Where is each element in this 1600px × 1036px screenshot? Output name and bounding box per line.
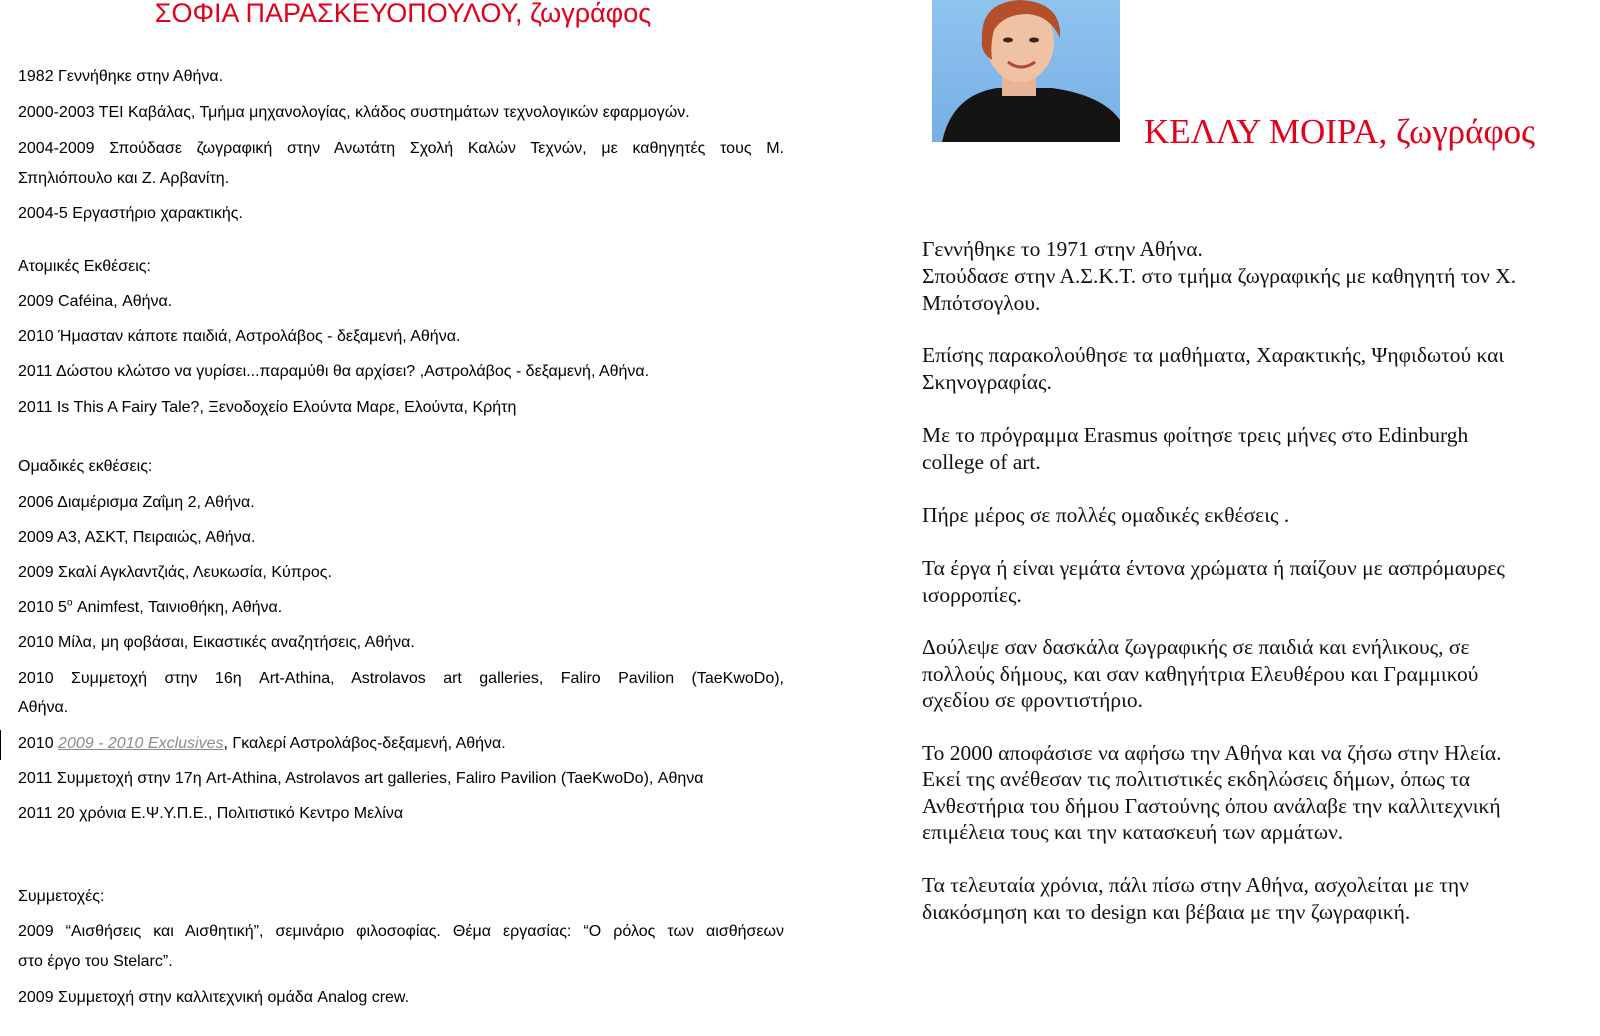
bio-line: Πήρε μέρος σε πολλές ομαδικές εκθέσεις . — [922, 503, 1290, 527]
bio-line: Τα έργα ή είναι γεμάτα έντονα χρώματα ή παίζουν με ασπρόμαυρες — [922, 556, 1505, 580]
bio-line: σχεδίου σε φροντιστήριο. — [922, 688, 1143, 712]
bio-line: Μπότσογλου. — [922, 291, 1041, 315]
group-item: 2006 Διαμέρισμα Ζαΐμη 2, Αθήνα. — [18, 494, 255, 511]
participation-item: 2009 Συμμετοχή στην καλλιτεχνική ομάδα Analog crew. — [18, 989, 410, 1006]
group-item: 2011 Συμμετοχή στην 17η Art-Athina, Astrolavos art galleries, Faliro Pavilion (TaeKwoDo), Αθηνα — [18, 770, 704, 787]
participation-item: στο έργο του Stelarc”. — [18, 953, 173, 970]
solo-item: 2009 Caféina, Αθήνα. — [18, 293, 173, 310]
group-item: 2010 Μίλα, μη φοβάσαι, Εικαστικές αναζητήσεις, Αθήνα. — [18, 634, 415, 651]
group-item: 2009 Σκαλί Αγκλαντζιάς, Λευκωσία, Κύπρος. — [18, 564, 332, 581]
portrait-image — [932, 0, 1120, 142]
bio-line: Τα τελευταία χρόνια, πάλι πίσω στην Αθήνα, ασχολείται με την — [922, 873, 1469, 897]
group-item: 2010 2009 - 2010 Exclusives, Γκαλερί Αστρολάβος-δεξαμενή, Αθήνα. — [18, 735, 506, 752]
participation-heading: Συμμετοχές: — [18, 888, 105, 905]
bio-line: Σπούδασε στην Α.Σ.Κ.Τ. στο τμήμα ζωγραφικής με καθηγητή τον Χ. — [922, 264, 1517, 288]
bio-line: 2004-2009 Σπούδασε ζωγραφική στην Ανωτάτη Σχολή Καλών Τεχνών, με καθηγητές τους Μ. — [18, 140, 784, 157]
bio-line: Σπηλιόπουλο και Ζ. Αρβανίτη. — [18, 170, 230, 187]
group-item: 2010 Συμμετοχή στην 16η Art-Athina, Astrolavos art galleries, Faliro Pavilion (TaeKwoDo), — [18, 670, 784, 687]
group-item: Αθήνα. — [18, 699, 69, 716]
bio-line: 2004-5 Εργαστήριο χαρακτικής. — [18, 205, 243, 222]
artist-photo — [932, 0, 1120, 142]
bio-line: πολλούς δήμους, και σαν καθηγήτρια Ελευθέρου και Γραμμικού — [922, 662, 1479, 686]
bio-line: επιμέλεια τους και την κατασκευή των αρμάτων. — [922, 820, 1344, 844]
solo-item: 2011 Δώστου κλώτσο να γυρίσει...παραμύθι θα αρχίσει? ,Αστρολάβος - δεξαμενή, Αθήνα. — [18, 363, 650, 380]
bio-line: Με το πρόγραμμα Erasmus φοίτησε τρεις μήνες στο Edinburgh — [922, 423, 1469, 447]
sofia-title: ΣΟΦΙΑ ΠΑΡΑΣΚΕΥΟΠΟΥΛΟΥ, ζωγράφος — [154, 0, 652, 28]
kelly-title: ΚΕΛΛΥ ΜΟΙΡΑ, ζωγράφος — [1144, 112, 1536, 151]
group-item: 2010 $5^o$ Animfest, Ταινιοθήκη, Αθήνα. — [18, 597, 283, 616]
bio-line: 1982 Γεννήθηκε στην Αθήνα. — [18, 68, 224, 85]
solo-heading: Ατομικές Εκθέσεις: — [18, 258, 151, 275]
bio-line: Σκηνογραφίας. — [922, 370, 1052, 394]
bio-line: Εκεί της ανέθεσαν τις πολιτιστικές εκδηλώσεις δήμων, όπως τα — [922, 767, 1470, 791]
bio-line: διακόσμηση και το design και βέβαια με την ζωγραφική. — [922, 900, 1411, 924]
exclusives-link[interactable]: 2009 - 2010 Exclusives — [58, 735, 224, 752]
bio-line: ισορροπίες. — [922, 583, 1022, 607]
bio-line: Επίσης παρακολούθησε τα μαθήματα, Χαρακτικής, Ψηφιδωτού και — [922, 343, 1505, 367]
group-heading: Ομαδικές εκθέσεις: — [18, 458, 153, 475]
solo-item: 2010 Ήμασταν κάποτε παιδιά, Αστρολάβος - δεξαμενή, Αθήνα. — [18, 328, 461, 345]
text-cursor — [0, 730, 1, 760]
bio-line: Γεννήθηκε το 1971 στην Αθήνα. — [922, 237, 1203, 261]
participation-item: 2009 “Αισθήσεις και Αισθητική”, σεμινάριο φιλοσοφίας. Θέμα εργασίας: “Ο ρόλος των αισθήσεων — [18, 923, 784, 940]
bio-line: college of art. — [922, 450, 1041, 474]
solo-item: 2011 Is This A Fairy Tale?, Ξενοδοχείο Ελούντα Μαρε, Ελούντα, Κρήτη — [18, 399, 517, 416]
group-item: 2009 Α3, ΑΣΚΤ, Πειραιώς, Αθήνα. — [18, 529, 256, 546]
group-item: 2011 20 χρόνια Ε.Ψ.Υ.Π.Ε., Πολιτιστικό Κεντρο Μελίνα — [18, 805, 404, 822]
bio-line: 2000-2003 ΤΕΙ Καβάλας, Τμήμα μηχανολογίας, κλάδος συστημάτων τεχνολογικών εφαρμογών. — [18, 104, 690, 121]
bio-line: Το 2000 αποφάσισε να αφήσω την Αθήνα και να ζήσω στην Ηλεία. — [922, 741, 1502, 765]
bio-line: Ανθεστήρια του δήμου Γαστούνης όπου ανάλαβε την καλλιτεχνική — [922, 794, 1501, 818]
bio-line: Δούλεψε σαν δασκάλα ζωγραφικής σε παιδιά και ενήλικους, σε — [922, 635, 1470, 659]
